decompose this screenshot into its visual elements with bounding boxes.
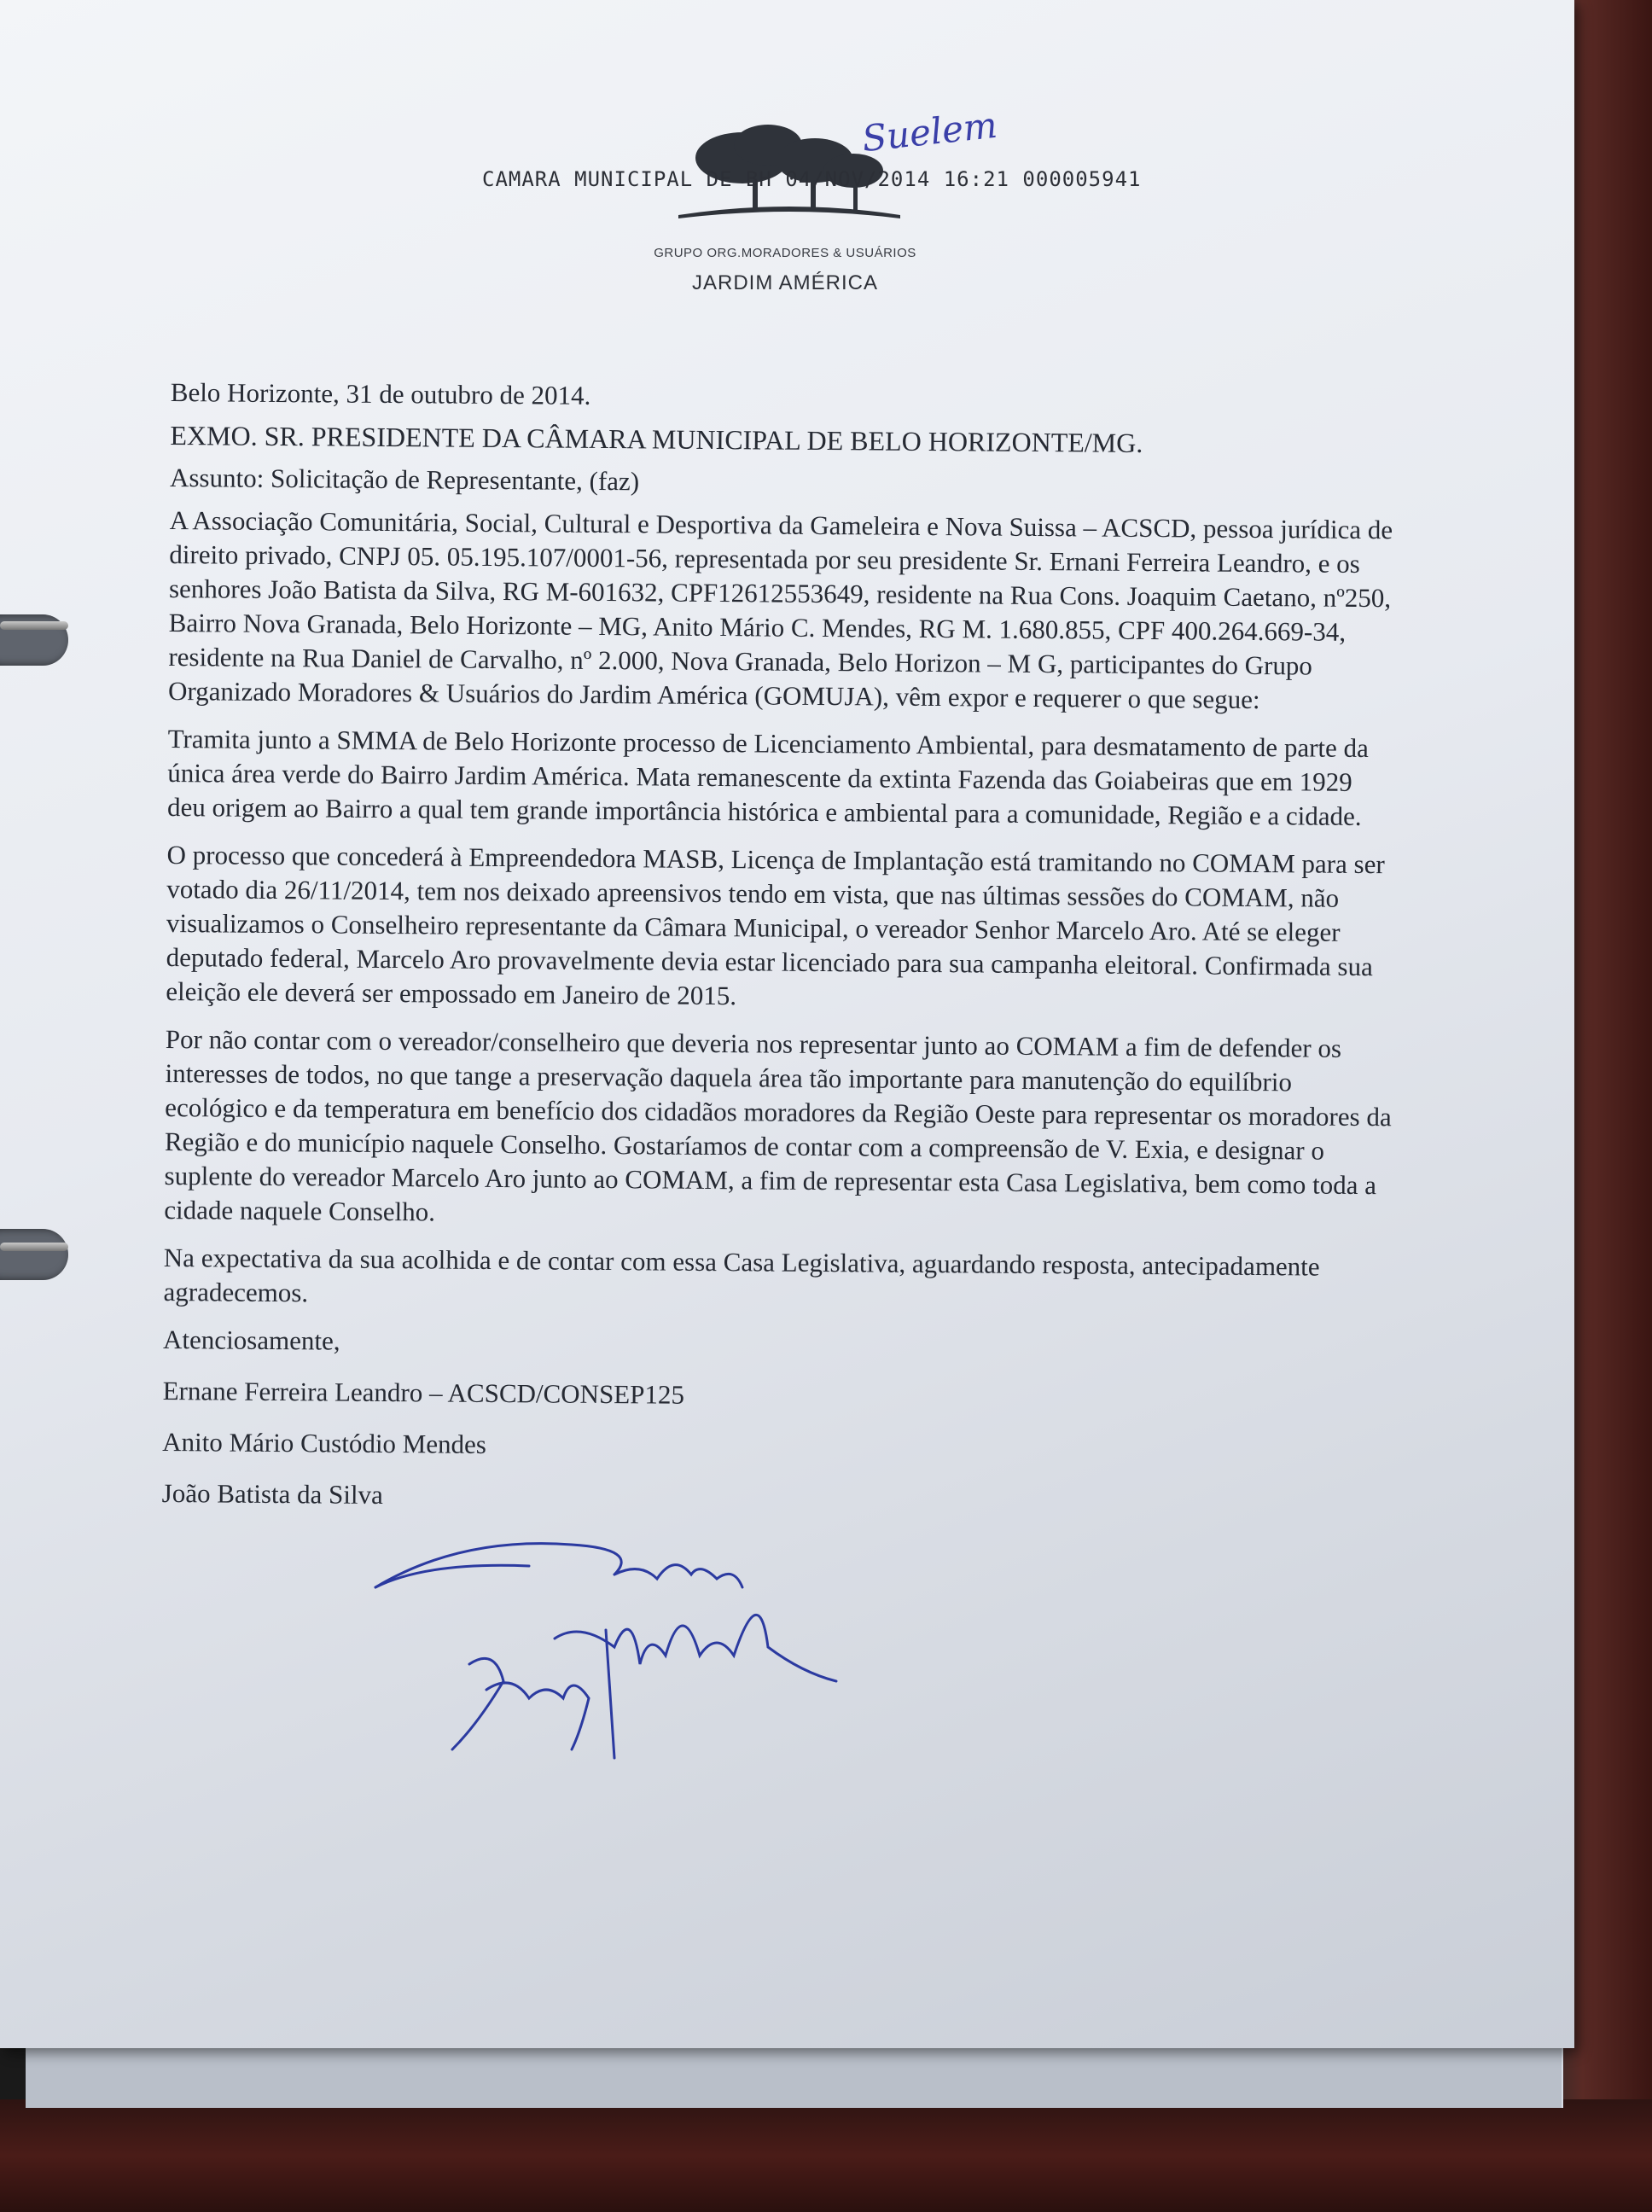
org-subtitle: JARDIM AMÉRICA [691,271,879,294]
paragraph: Na expectativa da sua acolhida e de contar com essa Casa Legislativa, aguardando resposta, antecipadamente agradecemos. [163,1242,1320,1308]
paragraph: A Associação Comunitária, Social, Cultural e Desportiva da Gameleira e Nova Suissa – ACSCD, pessoa jurídica de direito privado, CNPJ 05. 05.195.107/0001-56, representada por seu presidente Sr. Ernani Ferreira Leandro, e os senhores João Batista da Silva, RG M-601632, CPF12612553649, residente na Rua Cons. Joaquim Caetano, nº250, Bairro Nova Granada, Belo Horizonte – MG, Anito Mário C. Mendes, RG M. 1.680.855, CPF 400.264.669-34, residente na Rua Daniel de Carvalho, nº 2.000, Nova Granada, Belo Horizon – M G, participantes do Grupo Organizado Moradores & Usuários do Jardim América (GOMUJA), vêm expor e requerer o que segue: [167,504,1393,715]
signatory-name: Ernane Ferreira Leandro – ACSCD/CONSEP125 [162,1375,685,1410]
letter-date: Belo Horizonte, 31 de outubro de 2014. [170,376,591,410]
signatory-name: João Batista da Silva [161,1477,384,1510]
letter-subject: Assunto: Solicitação de Representante, (faz) [169,462,640,497]
handwritten-note: Suelem [859,103,999,160]
binder-ring-bottom [0,1243,68,1251]
paragraph: Por não contar com o vereador/conselheiro que deveria nos representar junto ao COMAM a fim de defender os interesses de todos, no que tange a preservação daquela área tão importante para manutenção do equilíbrio ecológico e da temperatura em benefício dos cidadãos moradores da Região Oeste para representar os moradores da Região e do município naquele Conselho. Gostaríamos de contar com a compreensão de V. Exia, e designar o suplente do vereador Marcelo Aro junto ao COMAM, a fim de representar esta Casa Legislativa, bem como toda a cidade naquele Conselho. [164,1023,1392,1227]
binder-ring-top [0,621,68,630]
protocol-stamp: CAMARA MUNICIPAL DE BH 04/NOV/2014 16:21 000005941 [482,167,1142,191]
paragraph: O processo que concederá à Empreendedora MASB, Licença de Implantação está tramitando no COMAM para ser votado dia 26/11/2014, tem nos deixado apreensivos tendo em vista, que nas últimas sessões do COMAM, não visualizamos o Conselheiro representante da Câmara Municipal, o vereador Senhor Marcelo Aro. Até se eleger deputado federal, Marcelo Aro provavelmente devia estar licenciado para sua campanha eleitoral. Confirmada sua eleição ele deverá ser empossado em Janeiro de 2015. [166,839,1385,1011]
letter-recipient: EXMO. SR. PRESIDENTE DA CÂMARA MUNICIPAL DE BELO HORIZONTE/MG. [170,419,1143,458]
paragraph: Tramita junto a SMMA de Belo Horizonte processo de Licenciamento Ambiental, para desmatamento de parte da única área verde do Bairro Jardim América. Mata remanescente da extinta Fazenda das Goiabeiras que em 1929 deu origem ao Bairro a qual tem grande importância histórica e ambiental para a comunidade, Região e a cidade. [166,723,1370,831]
punch-hole-bottom [0,1229,68,1280]
org-name: GRUPO ORG.MORADORES & USUÁRIOS [654,246,916,260]
signatory-name: Anito Mário Custódio Mendes [162,1426,487,1459]
handwritten-signatures [358,1528,887,1784]
letter-body [161,375,1399,1537]
folder-edge-bottom [0,2099,1652,2212]
letter-closing: Atenciosamente, [162,1324,340,1356]
